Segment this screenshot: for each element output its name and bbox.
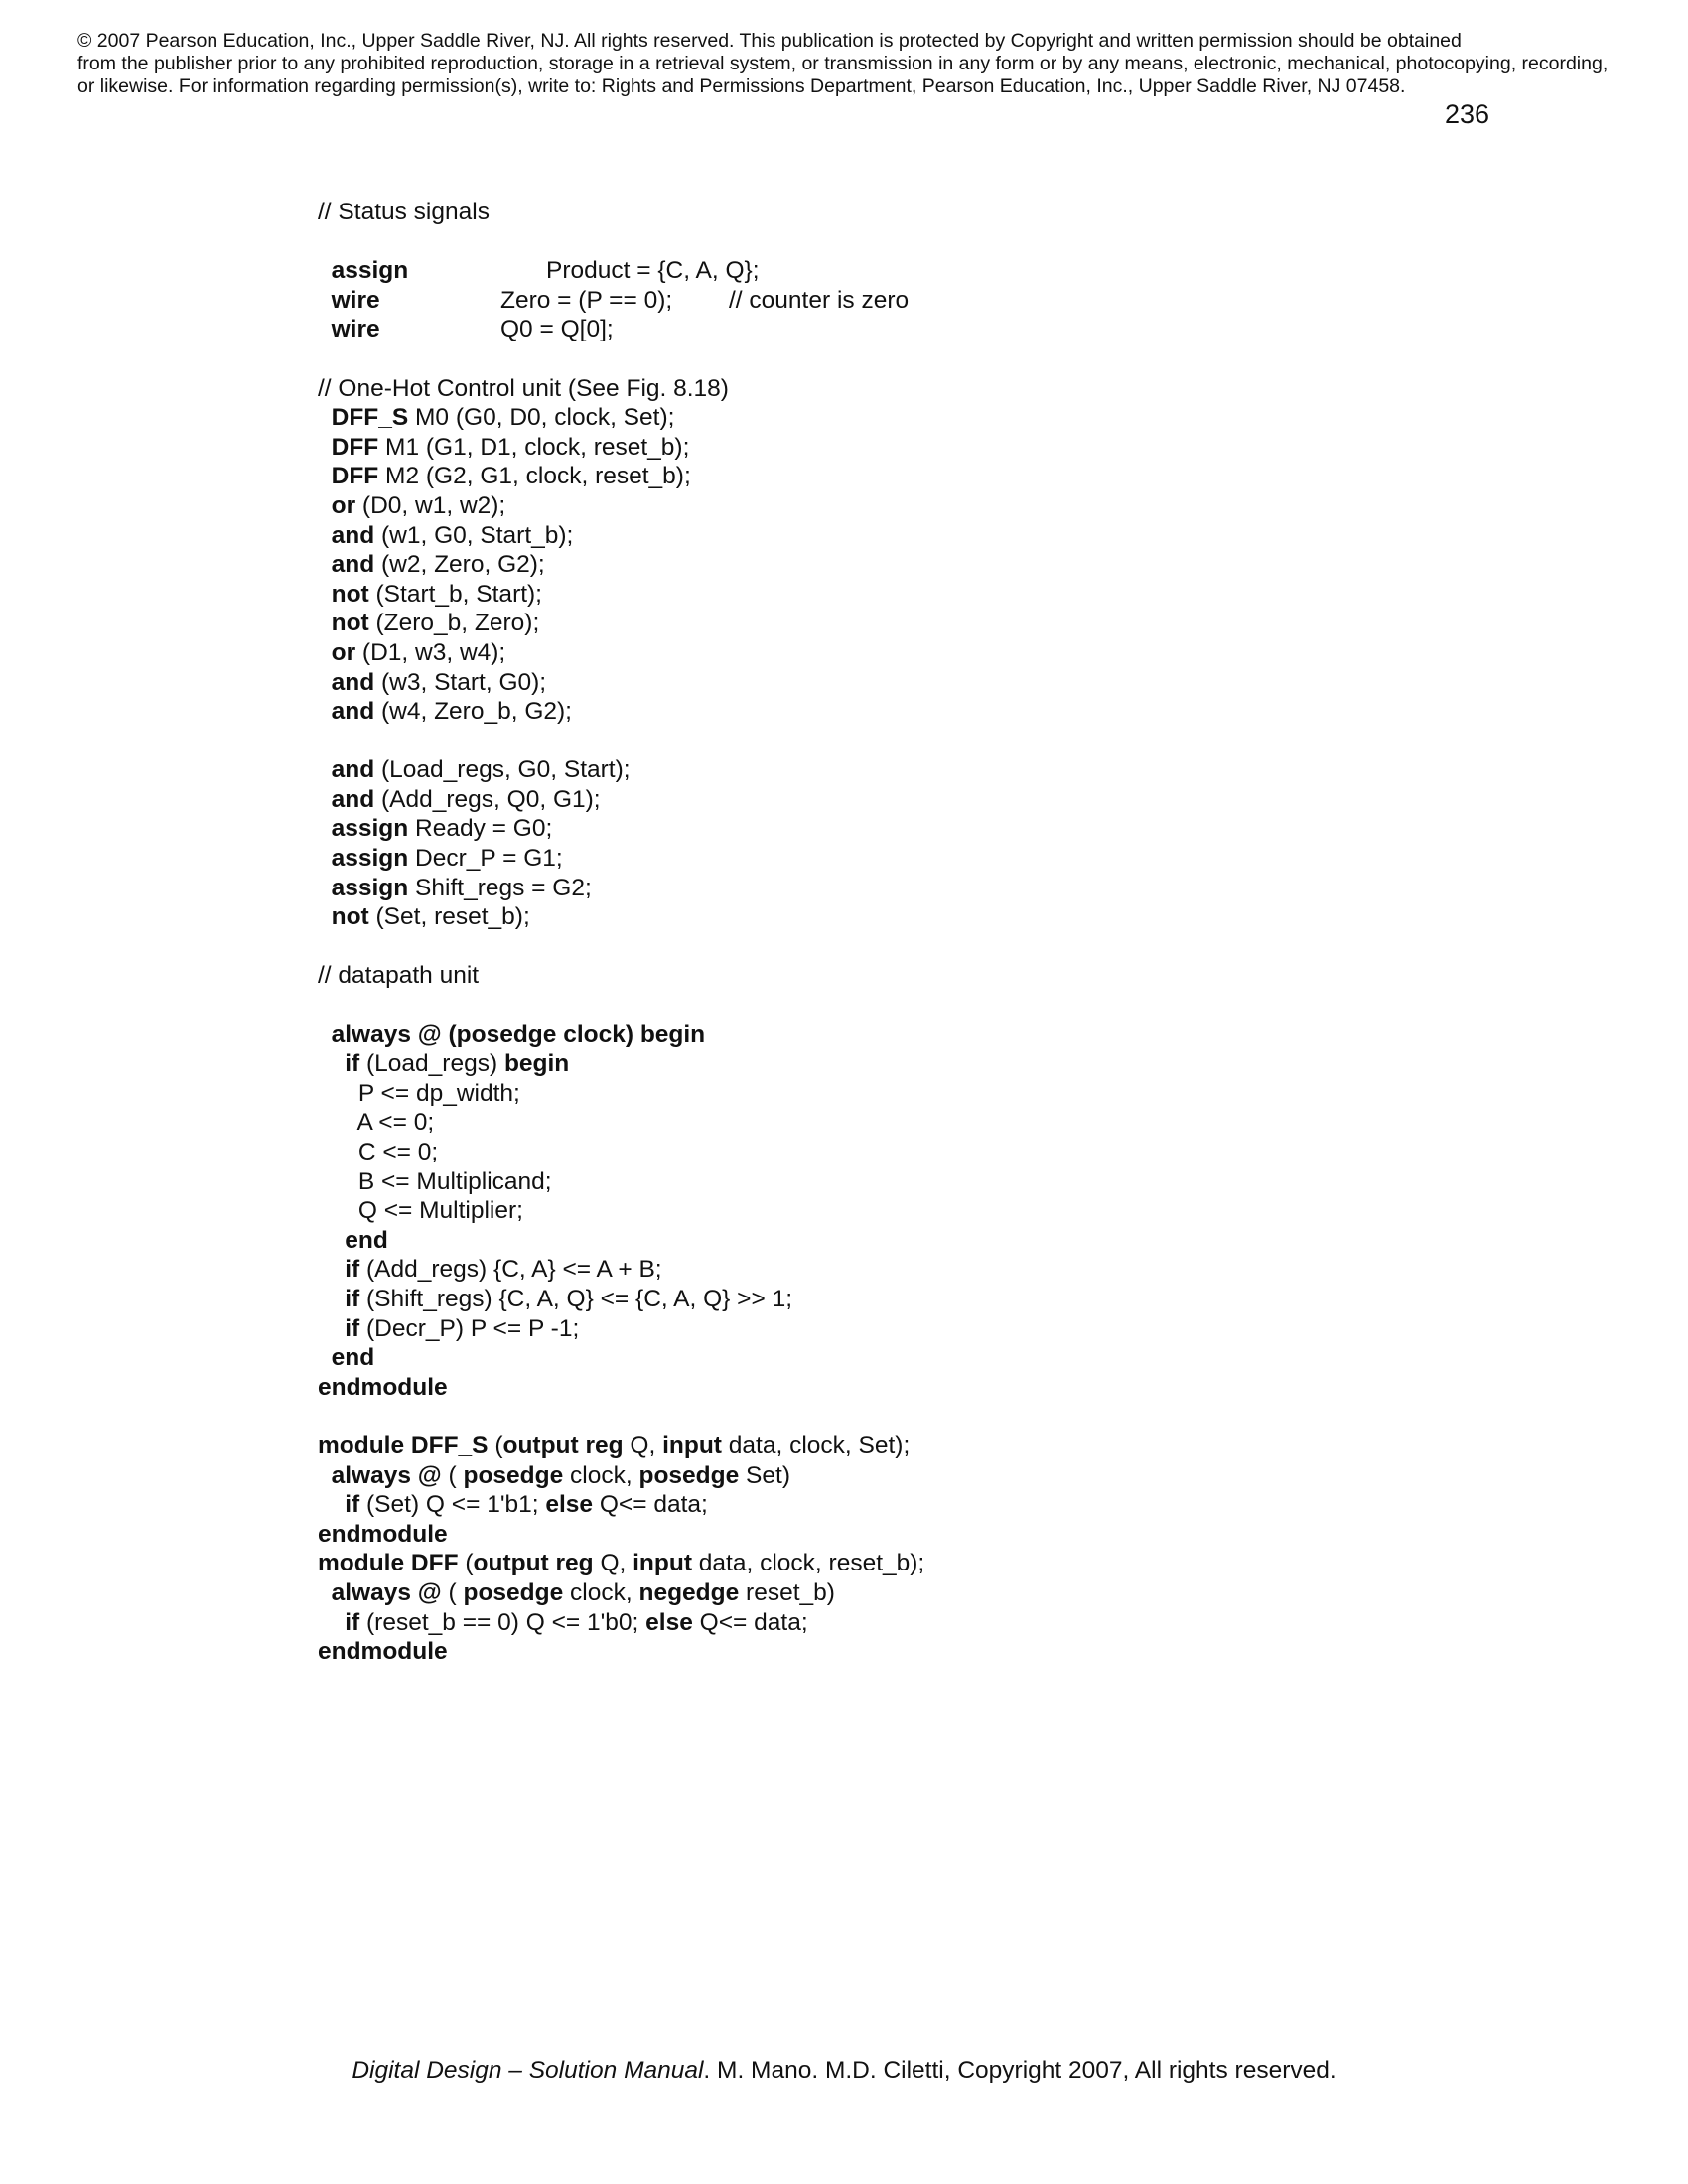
code-text	[318, 610, 332, 636]
code-text: clock,	[563, 1578, 639, 1606]
copyright-line-2: from the publisher prior to any prohibited reproduction, storage in a retrieval system, or transmission in any form or by any means, electronic, mechanical, photocopying, recording,	[77, 53, 1609, 74]
code-keyword: posedge	[463, 1578, 564, 1606]
code-text: Q <= Multiplier;	[318, 1197, 523, 1225]
code-text: Product = {C, A, Q};	[408, 257, 760, 285]
code-text: Zero = (P == 0); // counter is zero	[379, 286, 910, 314]
code-text: (Add_regs, Q0, G1);	[374, 785, 601, 813]
code-text: (w1, G0, Start_b);	[374, 521, 574, 549]
page-number: 236	[1445, 99, 1490, 129]
code-line	[318, 491, 924, 521]
code-line	[318, 1578, 924, 1608]
code-text	[318, 1344, 332, 1371]
code-text	[318, 492, 332, 519]
code-keyword: and	[331, 785, 375, 813]
code-line	[318, 902, 924, 932]
code-line	[318, 785, 924, 815]
code-text: // Status signals	[318, 199, 490, 225]
code-text: Q<= data;	[593, 1491, 708, 1519]
code-keyword: DFF	[331, 433, 379, 461]
code-line	[318, 344, 924, 374]
code-text: (reset_b == 0) Q <= 1'b0;	[359, 1608, 646, 1636]
code-keyword: module DFF_S	[318, 1432, 489, 1459]
code-line	[318, 1285, 924, 1314]
code-line	[318, 256, 924, 286]
code-keyword: if	[345, 1608, 360, 1636]
code-text	[318, 1286, 345, 1312]
code-text: Shift_regs = G2;	[408, 874, 592, 901]
code-line	[318, 198, 924, 227]
code-keyword: posedge	[638, 1461, 740, 1489]
code-line	[318, 227, 924, 257]
code-text: (w2, Zero, G2);	[374, 551, 545, 579]
code-text: (Zero_b, Zero);	[368, 610, 540, 637]
code-line	[318, 286, 924, 316]
code-keyword: or	[331, 491, 356, 519]
code-line	[318, 874, 924, 903]
code-keyword: output reg	[502, 1432, 624, 1459]
code-line	[318, 1549, 924, 1578]
code-text	[318, 1462, 332, 1489]
code-text: (Set) Q <= 1'b1;	[359, 1491, 546, 1519]
code-keyword: always @ (posedge clock) begin	[331, 1021, 706, 1048]
code-text	[318, 316, 332, 342]
code-line	[318, 1108, 924, 1138]
code-text	[318, 434, 332, 461]
code-keyword: and	[331, 698, 375, 726]
code-text: M2 (G2, G1, clock, reset_b);	[378, 463, 691, 490]
code-line	[318, 1196, 924, 1226]
code-line	[318, 433, 924, 463]
code-line	[318, 609, 924, 638]
code-text: reset_b)	[739, 1578, 835, 1606]
code-line	[318, 727, 924, 756]
code-text: (	[441, 1578, 464, 1606]
code-text: Set)	[739, 1461, 790, 1489]
code-keyword: input	[633, 1550, 692, 1577]
code-text: (D1, w3, w4);	[355, 638, 506, 666]
code-text: Q,	[593, 1550, 633, 1577]
code-line	[318, 1343, 924, 1373]
code-keyword: wire	[331, 316, 380, 343]
copyright-line-3: or likewise. For information regarding permission(s), write to: Rights and Permissions Department, Pearson Education, Inc., Upper Saddle River, NJ 07458.	[77, 75, 1406, 97]
code-text	[318, 1491, 345, 1518]
code-text	[318, 639, 332, 666]
code-text	[318, 756, 332, 783]
code-text: M0 (G0, D0, clock, Set);	[408, 404, 675, 432]
code-keyword: else	[545, 1491, 594, 1519]
code-line	[318, 403, 924, 433]
code-line	[318, 1226, 924, 1256]
code-keyword: negedge	[638, 1578, 740, 1606]
code-line	[318, 1637, 924, 1667]
code-keyword: input	[662, 1432, 722, 1459]
page-footer	[0, 2057, 1688, 2085]
code-text	[318, 845, 332, 872]
code-keyword: not	[331, 580, 369, 608]
code-keyword: DFF	[331, 463, 379, 490]
code-text: M1 (G1, D1, clock, reset_b);	[378, 433, 690, 461]
code-text: (D0, w1, w2);	[355, 491, 506, 519]
code-line	[318, 991, 924, 1021]
code-keyword: not	[331, 903, 369, 931]
code-text	[318, 1315, 345, 1342]
code-line	[318, 1138, 924, 1167]
code-keyword: end	[331, 1344, 375, 1372]
code-text: (Add_regs) {C, A} <= A + B;	[359, 1256, 662, 1284]
code-keyword: if	[345, 1491, 360, 1519]
code-text: A <= 0;	[318, 1109, 435, 1137]
copyright-line-1: © 2007 Pearson Education, Inc., Upper Saddle River, NJ. All rights reserved. This publication is protected by Copyright and written permission should be obtained	[77, 30, 1462, 52]
code-line	[318, 668, 924, 698]
code-keyword: assign	[331, 845, 409, 873]
code-line	[318, 315, 924, 344]
code-line	[318, 697, 924, 727]
code-line	[318, 1049, 924, 1079]
code-line	[318, 1373, 924, 1403]
code-text	[318, 257, 332, 284]
footer-book-title: Digital Design – Solution Manual	[352, 2057, 704, 2084]
code-text	[318, 903, 332, 930]
code-text	[318, 1022, 332, 1048]
code-line	[318, 1520, 924, 1550]
code-keyword: and	[331, 551, 375, 579]
code-keyword: output reg	[473, 1550, 594, 1577]
code-text: P <= dp_width;	[318, 1079, 520, 1107]
code-keyword: not	[331, 610, 369, 637]
code-keyword: begin	[503, 1050, 570, 1078]
code-line	[318, 374, 924, 404]
code-text: (Start_b, Start);	[368, 580, 542, 608]
code-keyword: assign	[331, 257, 409, 285]
code-text	[318, 1579, 332, 1606]
code-text: (	[488, 1432, 503, 1459]
code-text	[318, 581, 332, 608]
code-keyword: if	[345, 1050, 360, 1078]
code-keyword: DFF_S	[331, 404, 409, 432]
code-line	[318, 1490, 924, 1520]
code-text: clock,	[563, 1461, 639, 1489]
code-line	[318, 1432, 924, 1461]
code-line	[318, 521, 924, 551]
code-line	[318, 844, 924, 874]
code-keyword: endmodule	[318, 1520, 448, 1548]
code-text: Q0 = Q[0];	[379, 316, 614, 343]
code-text: (w4, Zero_b, G2);	[374, 698, 572, 726]
code-line	[318, 462, 924, 491]
code-keyword: module DFF	[318, 1550, 459, 1577]
code-text: (Decr_P) P <= P -1;	[359, 1314, 580, 1342]
code-text	[318, 669, 332, 696]
code-keyword: endmodule	[318, 1638, 448, 1666]
code-keyword: and	[331, 521, 375, 549]
code-text	[318, 1050, 345, 1077]
code-line	[318, 961, 924, 991]
code-keyword: posedge	[463, 1461, 564, 1489]
code-text	[318, 815, 332, 842]
code-text	[318, 287, 332, 314]
code-line	[318, 1314, 924, 1344]
code-text	[318, 463, 332, 489]
code-text: (Shift_regs) {C, A, Q} <= {C, A, Q} >> 1;	[359, 1285, 792, 1312]
code-line	[318, 1167, 924, 1197]
code-keyword: else	[645, 1608, 693, 1636]
code-text: Q<= data;	[692, 1608, 808, 1636]
code-line	[318, 755, 924, 785]
verilog-code-listing	[318, 198, 924, 1667]
code-line	[318, 580, 924, 610]
code-keyword: assign	[331, 815, 409, 843]
code-keyword: always @	[331, 1461, 442, 1489]
code-line	[318, 932, 924, 962]
code-line	[318, 814, 924, 844]
code-text: (Load_regs)	[359, 1050, 504, 1078]
code-text: // One-Hot Control unit (See Fig. 8.18)	[318, 374, 729, 402]
code-keyword: and	[331, 756, 375, 784]
code-text	[318, 1227, 345, 1254]
code-text	[318, 786, 332, 813]
code-text: (w3, Start, G0);	[374, 668, 547, 696]
code-text	[318, 522, 332, 549]
code-text	[318, 1256, 345, 1283]
footer-credits: . M. Mano. M.D. Ciletti, Copyright 2007, All rights reserved.	[703, 2057, 1336, 2084]
code-keyword: if	[345, 1256, 360, 1284]
code-text	[318, 698, 332, 725]
code-line	[318, 1255, 924, 1285]
code-keyword: and	[331, 668, 375, 696]
code-keyword: if	[345, 1314, 360, 1342]
code-text	[318, 551, 332, 578]
code-keyword: wire	[331, 286, 380, 314]
code-keyword: or	[331, 638, 356, 666]
code-line	[318, 1079, 924, 1109]
code-text	[318, 875, 332, 901]
code-text: Ready = G0;	[408, 815, 553, 843]
code-keyword: always @	[331, 1578, 442, 1606]
code-keyword: if	[345, 1285, 360, 1312]
code-text: (	[458, 1550, 474, 1577]
code-text: (	[441, 1461, 464, 1489]
code-text: Q,	[623, 1432, 663, 1459]
copyright-notice	[77, 30, 1626, 98]
code-text: B <= Multiplicand;	[318, 1167, 552, 1195]
code-line	[318, 638, 924, 668]
code-keyword: endmodule	[318, 1373, 448, 1401]
code-text	[318, 404, 332, 431]
code-text: data, clock, Set);	[721, 1432, 911, 1459]
code-text: (Set, reset_b);	[368, 903, 530, 931]
code-line	[318, 550, 924, 580]
code-line	[318, 1461, 924, 1491]
code-text	[318, 1609, 345, 1636]
code-text: (Load_regs, G0, Start);	[374, 756, 631, 784]
code-keyword: end	[345, 1226, 388, 1254]
code-line	[318, 1021, 924, 1050]
code-line	[318, 1608, 924, 1638]
code-text: // datapath unit	[318, 962, 480, 990]
code-text: data, clock, reset_b);	[692, 1550, 925, 1577]
code-text: C <= 0;	[318, 1139, 439, 1165]
code-keyword: assign	[331, 874, 409, 901]
code-line	[318, 1402, 924, 1432]
code-text: Decr_P = G1;	[408, 845, 563, 873]
